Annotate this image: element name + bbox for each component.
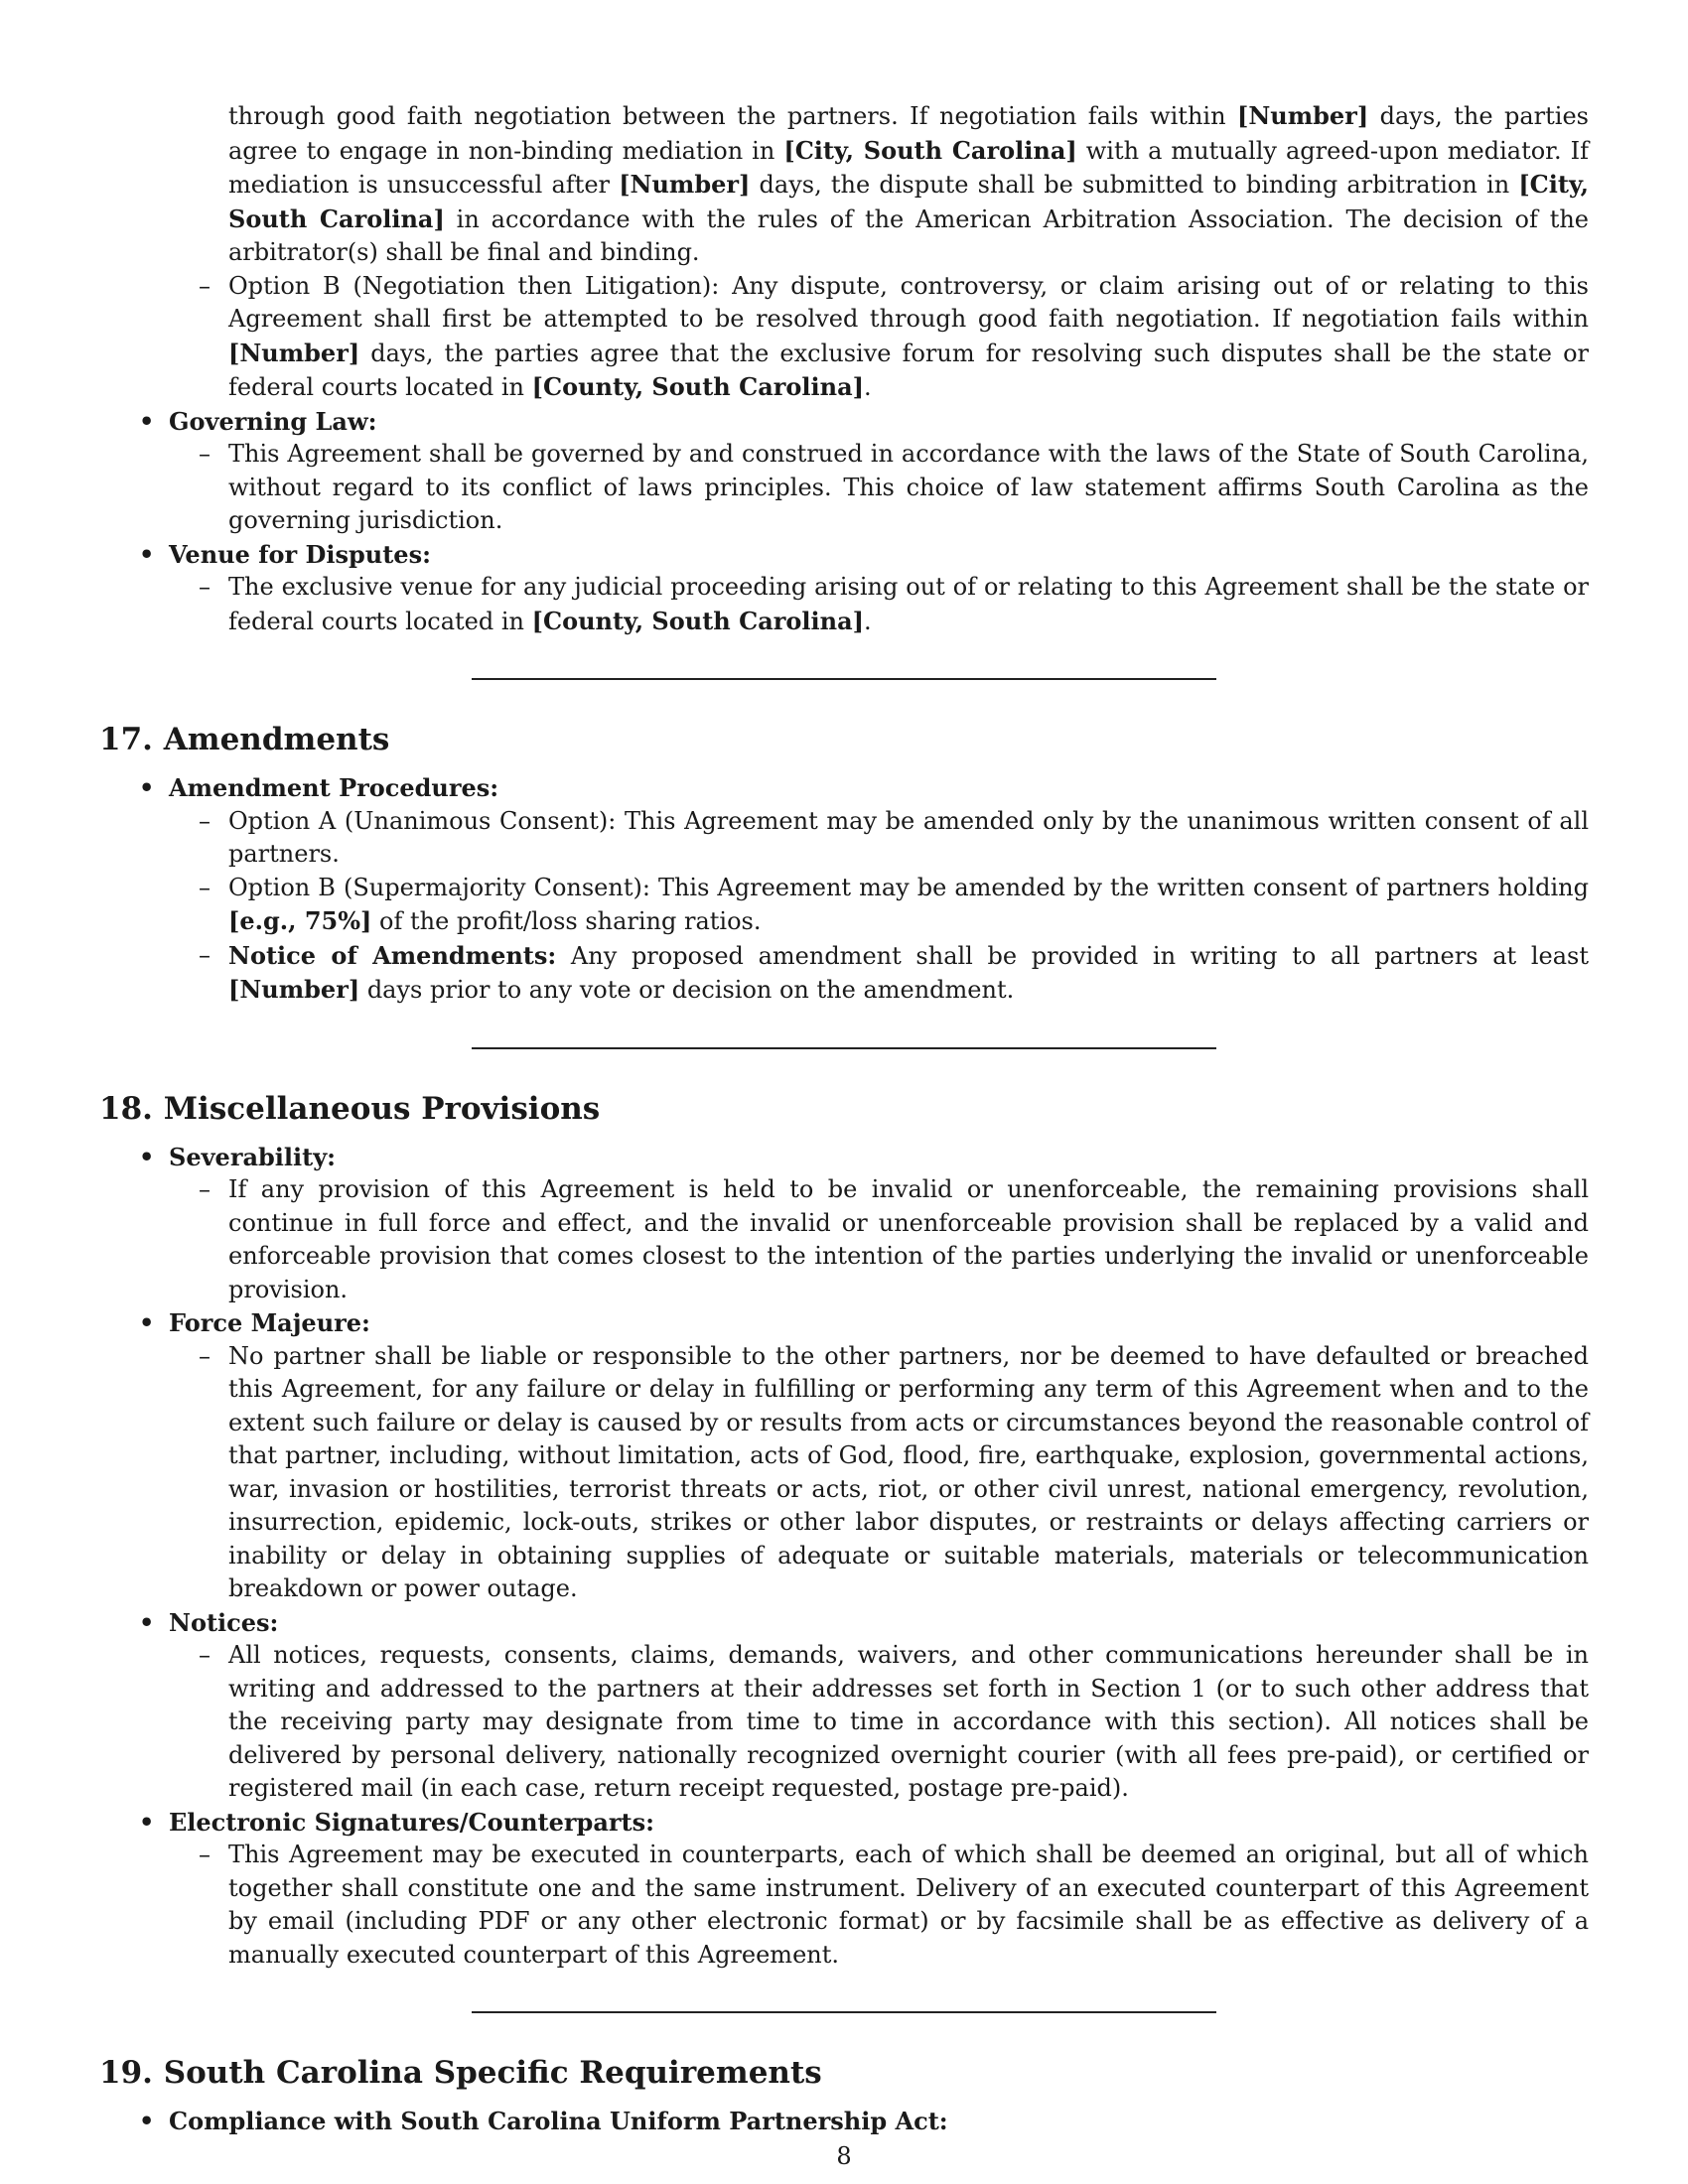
dash-marker: – — [199, 940, 211, 969]
dash-marker: – — [199, 1641, 211, 1669]
option-b-negotiation-litigation: – Option B (Negotiation then Litigation): Any dispute, controversy, or claim arising out of or relating to this Agreement shall first be attempted to be resolved through good faith negotiation. If negotiation fails within [Number] days, the parties agree that the exclusive forum for resolving such disputes shall be the state or federal courts located in [County, South Carolina]. — [199, 271, 1589, 401]
dash-marker: – — [199, 573, 211, 601]
venue-item: • Venue for Disputes: — [169, 538, 1589, 572]
dash-marker: – — [199, 873, 211, 901]
dash-marker: – — [199, 440, 211, 468]
bullet-marker: • — [139, 2107, 155, 2135]
bullet-marker: • — [139, 539, 155, 569]
bullet-marker: • — [139, 1607, 155, 1637]
dash-marker: – — [199, 1841, 211, 1868]
governing-law-text: – This Agreement shall be governed by and construed in accordance with the laws of the State of South Carolina, without regard to its conflict of laws principles. This choice of law statement affirms South Carolina as the governing jurisdiction. — [199, 440, 1589, 534]
severability-item: • Severability: — [169, 1141, 1589, 1174]
amendment-procedures-item: • Amendment Procedures: — [169, 771, 1589, 805]
electronic-signatures-text: – This Agreement may be executed in counterparts, each of which shall be deemed an original, but all of which together shall constitute one and the same instrument. Delivery of an executed counterpart of this Agreement by email (including PDF or any other electronic format) or by facsimile shall be as effective as delivery of a manually executed counterpart of this Agreement. — [199, 1841, 1589, 1969]
dash-marker: – — [199, 806, 211, 835]
dash-marker: – — [199, 1341, 211, 1370]
governing-law-item: • Governing Law: — [169, 405, 1589, 439]
section-17-heading: 17. Amendments — [99, 722, 390, 757]
notices-text: – All notices, requests, consents, claims, demands, waivers, and other communications hereunder shall be in writing and addressed to the partners at their addresses set forth in Section 1 (or to such other address that the receiving party may designate from time to time in accordance with this section). All notices shall be delivered by personal delivery, nationally recognized overnight courier (with all fees pre-paid), or certified or registered mail (in each case, return receipt requested, postage pre-paid). — [199, 1641, 1589, 1802]
severability-text: – If any provision of this Agreement is held to be invalid or unenforceable, the remaining provisions shall continue in full force and effect, and the invalid or unenforceable provision shall be replaced by a valid and enforceable provision that comes closest to the intention of the parties underlying the invalid or unenforceable provision. — [199, 1175, 1589, 1303]
section-18-heading: 18. Miscellaneous Provisions — [99, 1090, 601, 1127]
dash-marker: – — [199, 1175, 211, 1203]
amendment-option-a: – Option A (Unanimous Consent): This Agreement may be amended only by the unanimous written consent of all partners. — [199, 806, 1589, 868]
compliance-item: • Compliance with South Carolina Uniform Partnership Act: — [169, 2105, 1589, 2138]
notices-item: • Notices: — [169, 1606, 1589, 1640]
bullet-marker: • — [139, 1142, 155, 1171]
bullet-marker: • — [139, 1308, 155, 1337]
venue-text: – The exclusive venue for any judicial proceeding arising out of or relating to this Agreement shall be the state or federal courts located in [County, South Carolina]. — [199, 573, 1589, 635]
amendment-option-b: – Option B (Supermajority Consent): This Agreement may be amended by the written consent of partners holding [e.g., 75%] of the profit/loss sharing ratios. — [199, 873, 1589, 935]
page-content — [99, 99, 1589, 2138]
bullet-marker: • — [139, 406, 155, 436]
notice-of-amendments: – Notice of Amendments: Any proposed amendment shall be provided in writing to all partners at least [Number] days prior to any vote or decision on the amendment. — [199, 940, 1589, 1004]
force-majeure-item: • Force Majeure: — [169, 1306, 1589, 1340]
bullet-marker: • — [139, 773, 155, 802]
force-majeure-text: – No partner shall be liable or responsible to the other partners, nor be deemed to have defaulted or breached this Agreement, for any failure or delay in fulfilling or performing any term of this Agreement when and to the extent such failure or delay is caused by or results from acts or circumstances beyond the reasonable control of that partner, including, without limitation, acts of God, flood, fire, earthquake, explosion, governmental actions, war, invasion or hostilities, terrorist threats or acts, riot, or other civil unrest, national emergency, revolution, insurrection, epidemic, lock-outs, strikes or other labor disputes, or restraints or delays affecting carriers or inability or delay in obtaining supplies of adequate or suitable materials, materials or telecommunication breakdown or power outage. — [199, 1341, 1589, 1602]
page-number: 8 — [836, 2142, 852, 2170]
section-19-heading: 19. South Carolina Specific Requirements — [99, 2055, 822, 2091]
electronic-signatures-item: • Electronic Signatures/Counterparts: — [169, 1806, 1589, 1840]
bullet-marker: • — [139, 1807, 155, 1837]
dash-marker: – — [199, 271, 211, 300]
option-a-continuation: through good faith negotiation between the partners. If negotiation fails within [Number] days, the parties agree to engage in non-binding mediation in [City, South Carolina] with a mutually agreed-upon mediator. If mediation is unsuccessful after [Number] days, the dispute shall be submitted to binding arbitration in [City, South Carolina] in accordance with the rules of the American Arbitration Association. The decision of the arbitrator(s) shall be final and binding. — [228, 101, 1590, 266]
